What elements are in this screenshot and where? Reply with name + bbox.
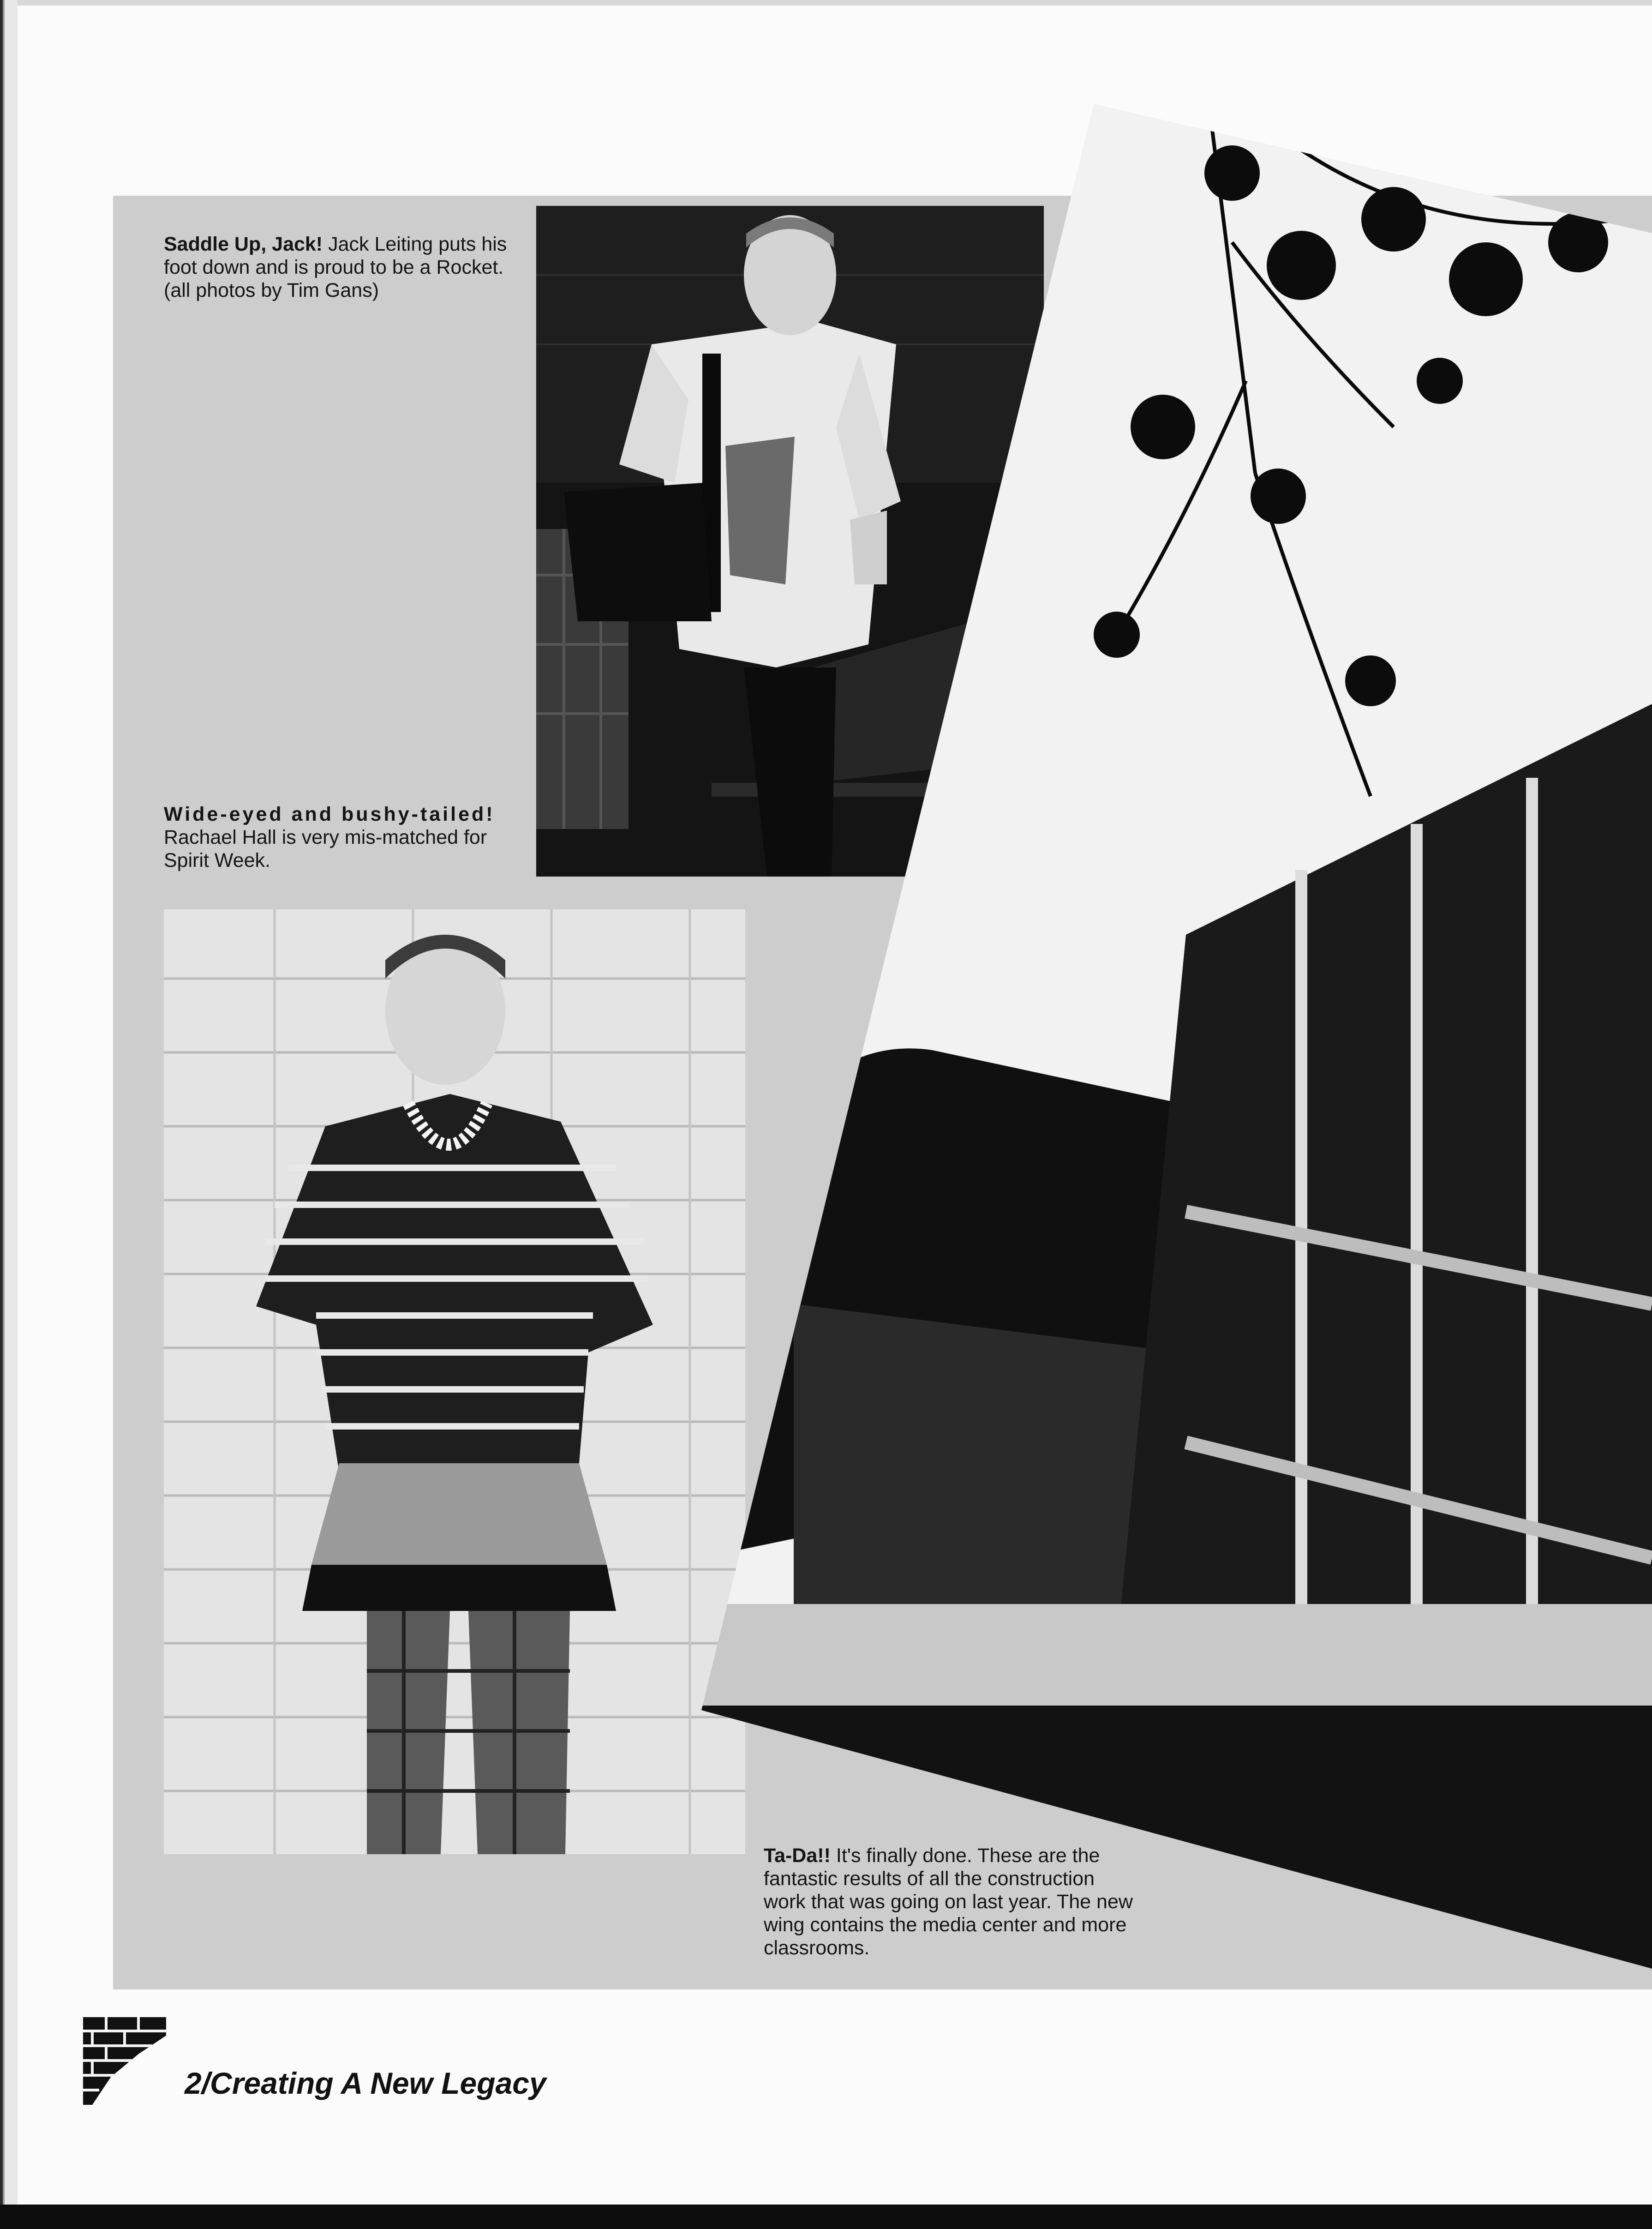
caption-tada <box>764 1844 1133 1959</box>
caption-tada-lead: Ta-Da!! <box>764 1844 831 1867</box>
caption-jack <box>164 233 533 302</box>
top-edge <box>0 0 1652 6</box>
caption-rachael-lead: Wide-eyed and bushy-tailed! <box>164 803 495 825</box>
page-footer-label: 2/Creating A New Legacy <box>185 2066 546 2100</box>
caption-tada-text: It's finally done. These are the fantastic results of all the construction work that was going on last year. The new wing contains the media center and more classrooms. <box>764 1844 1133 1959</box>
caption-jack-lead: Saddle Up, Jack! <box>164 233 323 255</box>
photo-rachael-hall <box>164 909 745 1854</box>
caption-rachael <box>164 803 533 872</box>
page-binding-edge <box>0 0 18 2229</box>
caption-rachael-text: Rachael Hall is very mis-matched for Spirit Week. <box>164 826 487 871</box>
brick-wall-icon <box>83 2017 166 2105</box>
caption-jack-text: Jack Leiting puts his foot down and is proud to be a Rocket. (all photos by Tim Gans) <box>164 233 507 301</box>
photo-new-wing-building <box>701 104 1652 1992</box>
bottom-edge-bar <box>0 2205 1652 2229</box>
